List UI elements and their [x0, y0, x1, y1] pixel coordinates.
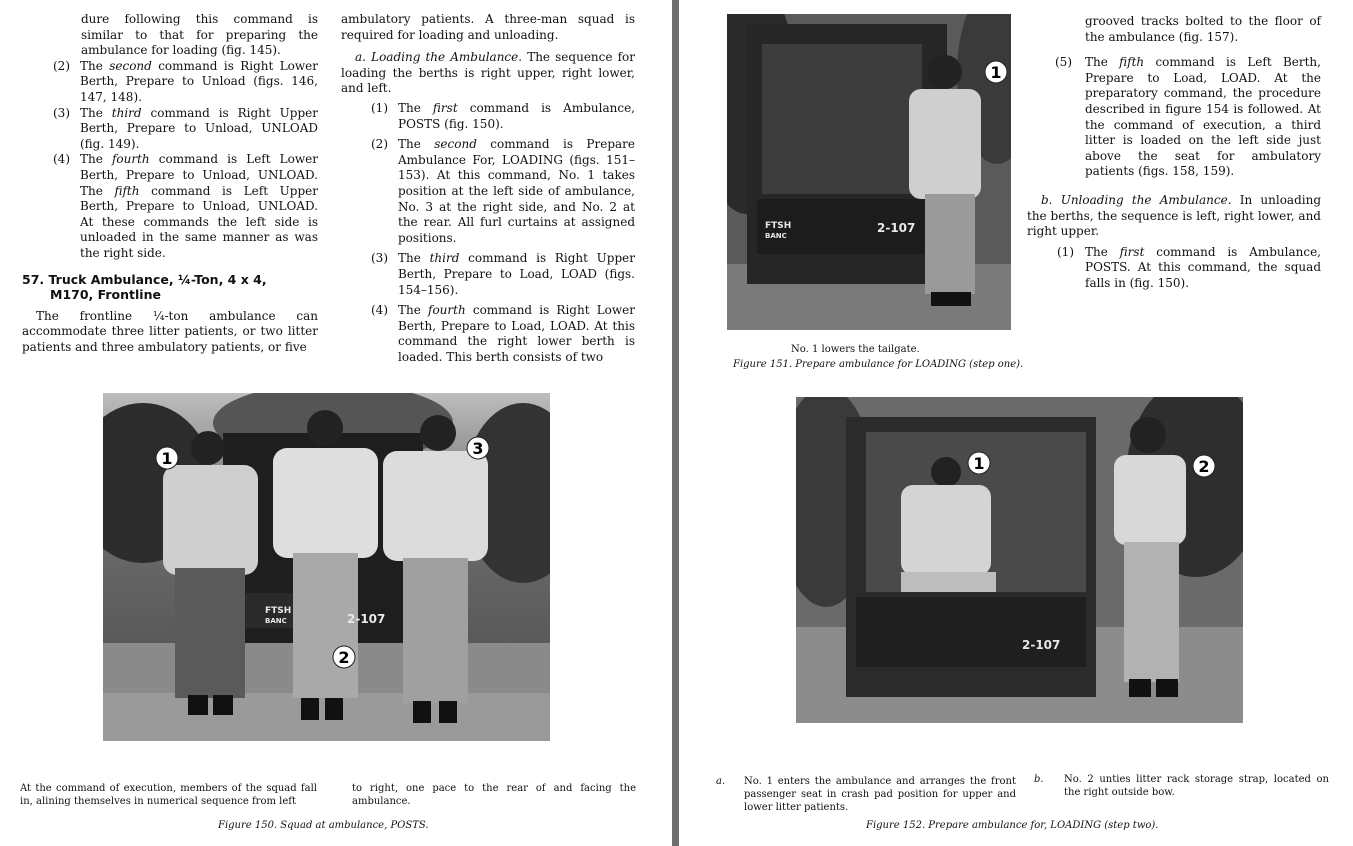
- vehicle-marking: FTSH: [765, 221, 792, 231]
- number-badge: 1: [161, 449, 173, 468]
- figure-150-caption-right: to right, one pace to the rear of and facing the ambulance.: [352, 783, 636, 807]
- figure-151-caption: No. 1 lowers the tailgate.: [791, 344, 920, 355]
- list-item: (2) The second command is Prepare Ambulance For, LOADING (figs. 151–153). At this command, No. 1 takes position at the left side of ambulance, No. 3 at the right side, and No. 2 at the rear. All furl curtains at assigned positions.: [371, 137, 635, 245]
- figure-151-title: Figure 151. Prepare ambulance for LOADING (step one).: [733, 359, 1024, 370]
- figure-152-caption-a: a. No. 1 enters the ambulance and arranges the front passenger seat in crash pad position for upper and lower litter patients.: [716, 776, 1016, 813]
- vehicle-number: 2-107: [1022, 638, 1061, 652]
- vehicle-marking-2: BANC: [265, 617, 287, 625]
- vehicle-number: 2-107: [347, 612, 386, 626]
- list-item: (4) The fourth command is Right Lower Berth, Prepare to Load, LOAD. At this command the right lower berth is loaded. This berth consists of two: [371, 303, 635, 364]
- section-heading: 57. Truck Ambulance, ¼-Ton, 4 x 4, M170, Frontline: [22, 271, 267, 302]
- paragraph: The frontline ¼-ton ambulance can accommodate three litter patients, or two litter patients and three ambulatory patients, or five: [22, 308, 318, 354]
- vehicle-marking-2: BANC: [765, 232, 787, 240]
- right-column: [1027, 14, 1321, 292]
- number-badge: 2: [1198, 457, 1210, 476]
- figure-150-title: Figure 150. Squad at ambulance, POSTS.: [218, 820, 429, 831]
- number-badge: 3: [472, 439, 484, 458]
- figure-152-title: Figure 152. Prepare ambulance for, LOADING (step two).: [866, 820, 1159, 831]
- figure-150-caption-left: At the command of execution, members of the squad fall in, alining themselves in numerical sequence from left: [20, 783, 317, 807]
- list-item: (4) The fourth command is Left Lower Berth, Prepare to Unload, UNLOAD. The fifth command is Left Upper Berth, Prepare to Unload, UNLOAD. At these commands the left side is unloaded in the same manner as was the right side.: [53, 152, 318, 260]
- figure-150-photo: [103, 393, 550, 741]
- subsection-b: b. Unloading the Ambulance. In unloading the berths, the sequence is left, right lower, and right upper.: [1027, 192, 1321, 239]
- list-item: (1) The first command is Ambulance, POSTS. At this command, the squad falls in (fig. 150).: [1057, 244, 1321, 290]
- vehicle-marking: FTSH: [265, 606, 292, 616]
- left-page: [0, 0, 672, 846]
- paragraph: ambulatory patients. A three-man squad is required for loading and unloading.: [341, 12, 635, 42]
- list-item: (3) The third command is Right Upper Berth, Prepare to Load, LOAD (figs. 154–156).: [371, 251, 635, 297]
- figure-152-caption-b: b. No. 2 unties litter rack storage strap, located on the right outside bow.: [1034, 774, 1329, 798]
- right-page: [679, 0, 1353, 846]
- number-badge: 1: [990, 63, 1002, 82]
- list-item: (2) The second command is Right Lower Berth, Prepare to Unload (figs. 146, 147, 148).: [53, 58, 318, 104]
- left-column-1: [22, 12, 318, 355]
- figure-151-photo: [727, 14, 1011, 330]
- left-column-2: [341, 12, 635, 365]
- list-item: (3) The third command is Right Upper Berth, Prepare to Unload, UNLOAD (fig. 149).: [53, 105, 318, 151]
- subsection-a: a. Loading the Ambulance. The sequence for loading the berths is right upper, right lower, and left.: [341, 50, 635, 96]
- paragraph-continuation: grooved tracks bolted to the floor of the ambulance (fig. 157).: [1085, 14, 1321, 44]
- paragraph-continuation: dure following this command is similar to that for preparing the ambulance for loading (fig. 145).: [81, 12, 318, 58]
- number-badge: 1: [973, 454, 985, 473]
- number-badge: 2: [338, 648, 350, 667]
- list-item: (1) The first command is Ambulance, POSTS (fig. 150).: [371, 100, 635, 131]
- list-item: (5) The fifth command is Left Berth, Prepare to Load, LOAD. At the preparatory command, the procedure described in figure 154 is followed. At the command of execution, a third litter is loaded on the left side just above the seat for ambulatory patients (figs. 158, 159).: [1055, 55, 1321, 179]
- figure-152-photo: [796, 397, 1243, 723]
- vehicle-number: 2-107: [877, 221, 916, 235]
